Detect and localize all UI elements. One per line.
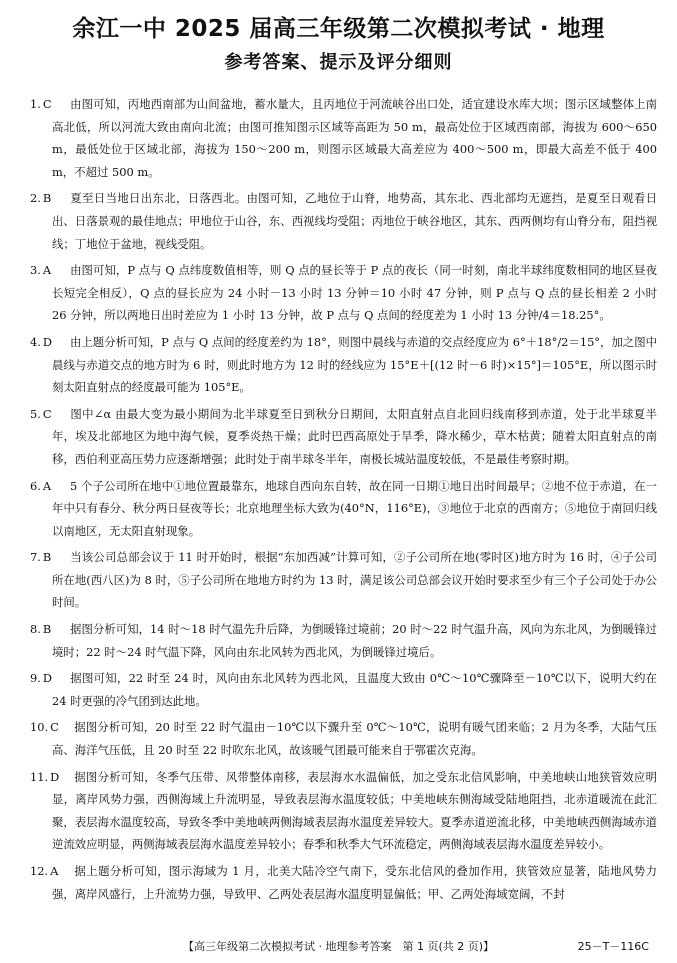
answer-letter: A [42, 263, 52, 278]
answer-item [30, 93, 657, 183]
page-footer [0, 936, 677, 958]
answer-item [30, 403, 657, 471]
footer-page-info: 【高三年级第二次模拟考试 · 地理参考答案 第 1 页(共 2 页)】 [182, 940, 495, 953]
answer-letter: C [50, 720, 59, 735]
answer-letter: B [42, 622, 52, 637]
answer-item [30, 546, 657, 614]
question-number: 3. [30, 263, 41, 278]
answer-number [30, 475, 59, 498]
answer-letter: A [42, 478, 52, 493]
footer-paper-code: 25－T－116C [577, 940, 649, 953]
answer-number [30, 667, 60, 690]
answer-number [30, 618, 59, 641]
question-number: 11. [30, 769, 49, 784]
answer-number [30, 546, 59, 569]
answer-number [30, 716, 67, 739]
question-number: 9. [30, 671, 41, 686]
question-number: 7. [30, 550, 41, 565]
answer-item [30, 667, 657, 712]
answer-explanation: 夏至日当地日出东北，日落西北。由图可知，乙地位于山脊，地势高，其东北、西北部均无遮挡，是夏至日观看日出、日落景观的最佳地点；甲地位于山谷，东、西视线均受阻；丙地位于峡谷地区，其东、西两侧均有山脊分布，阻挡视线；丁地位于盆地，视线受阻。 [52, 191, 657, 251]
answer-letter: B [42, 550, 52, 565]
answer-item [30, 766, 657, 856]
answer-item [30, 187, 657, 255]
answer-number [30, 93, 60, 116]
answer-letter: C [42, 97, 52, 111]
answer-explanation: 由图可知，P 点与 Q 点纬度数值相等，则 Q 点的昼长等于 P 点的夜长（同一时刻，南北半球纬度数相同的地区昼夜长短完全相反），Q 点的昼长应为 24 小时－13 小时 13 分钟＝10 小时 47 分钟，则 P 点与 Q 点的昼长相差 2 小时 26 分钟，所以两地日出时差应为 1 小时 13 分钟，故 P 点与 Q 点间的经度差为 1 小时 13 分钟/4＝18.25°。 [52, 263, 657, 323]
answer-number [30, 766, 67, 789]
answer-number [30, 331, 60, 354]
answer-item [30, 331, 657, 399]
question-number: 4. [30, 334, 41, 349]
answer-item [30, 716, 657, 761]
answer-number [30, 259, 59, 282]
answer-number [30, 187, 59, 210]
answer-explanation: 图中∠α 由最大变为最小期间为北半球夏至日到秋分日期间，太阳直射点自北回归线南移到赤道，处于北半球夏半年，埃及北部地区为地中海气候，夏季炎热干燥；此时巴西高原处于旱季，降水稀少，草木枯黄；随着太阳直射点的南移，西伯利亚高压势力应逐渐增强；此时处于南半球冬半年，南极长城站温度较低，不是最佳考察时期。 [52, 406, 657, 466]
answer-explanation: 5 个子公司所在地中①地位置最靠东，地球自西向东自转，故在同一日期①地日出时间最早；②地不位于赤道，在一年中只有春分、秋分两日昼夜等长；北京地理坐标大致为(40°N，116°E)，③地位于北京的西南方；⑤地位于南回归线以南地区，无太阳直射现象。 [52, 478, 657, 538]
answer-item [30, 475, 657, 543]
question-number: 2. [30, 191, 41, 206]
answer-letter: C [42, 406, 52, 421]
answer-explanation: 由上题分析可知，P 点与 Q 点间的经度差约为 18°，则图中晨线与赤道的交点经度应为 6°＋18°/2＝15°，加之图中晨线与赤道交点的地方时为 6 时，则此时地方为 12 时的经线应为 15°E＋[(12 时－6 时)×15°]＝105°E，所以图示时刻太阳直射点的经度最可能为 105°E。 [52, 334, 657, 395]
answer-explanation: 据图分析可知，20 时至 22 时气温由－10℃以下骤升至 0℃～10℃，说明有暖气团来临；2 月为冬季，大陆气压高、海洋气压低，且 20 时至 22 时吹东北风，故该暖气团最可能来自于鄂霍次克海。 [52, 720, 657, 758]
answer-list [30, 93, 657, 909]
question-number: 1. [30, 97, 41, 111]
question-number: 12. [30, 864, 49, 878]
answer-explanation: 由图可知，丙地西南部为山间盆地，蓄水量大，且丙地位于河流峡谷出口处，适宜建设水库大坝；图示区域整体上南高北低，所以河流大致由南向北流；由图可推知图示区域等高距为 50 m，最高处位于区域西南部，海拔为 600～650 m，最低处位于区域北部，海拔为 150～200 m，则图示区域最大高差应为 400～500 m，即最大高差不低于 400 m，不超过 500 m。 [52, 97, 657, 179]
answer-letter: D [42, 334, 53, 349]
answer-explanation: 当该公司总部会议于 11 时开始时，根据“东加西减”计算可知，②子公司所在地(零时区)地方时为 16 时，④子公司所在地(西八区)为 8 时，⑤子公司所在地地方时约为 13 时，满足该公司总部会议开始时要求至少有三个子公司处于办公时间。 [52, 550, 657, 610]
answer-letter: A [50, 864, 59, 878]
answer-explanation: 据上题分析可知，图示海域为 1 月，北美大陆冷空气南下，受东北信风的叠加作用，狭管效应显著，陆地风势力强，离岸风盛行，上升流势力强，导致甲、乙两处表层海水温度明显偏低；甲、乙两处海域宽阔，不封 [52, 864, 657, 901]
question-number: 8. [30, 622, 41, 637]
answer-letter: D [50, 769, 60, 784]
question-number: 5. [30, 406, 41, 421]
answer-letter: B [42, 191, 52, 206]
answer-explanation: 据图分析可知，14 时～18 时气温先升后降，为倒暖锋过境前；20 时～22 时气温升高，风向为东北风，为倒暖锋过境时；22 时～24 时气温下降，风向由东北风转为西北风，为倒暖锋过境后。 [52, 622, 657, 659]
answer-number [30, 860, 66, 883]
answer-explanation: 据图分析可知，冬季气压带、风带整体南移，表层海水水温偏低，加之受东北信风影响，中美地峡山地狭管效应明显，离岸风势力强，西侧海域上升流明显，导致表层海水温度较低；中美地峡东侧海域受陆地阻挡，北赤道暖流在此汇聚，表层海水温度较高，导致冬季中美地峡两侧海域表层海水温度差异较大。夏季赤道逆流北移，中美地峡西侧海域赤道逆流效应明显，两侧海域表层海水温度差异较小；春季和秋季大气环流稳定，两侧海域表层海水温度差异较小。 [52, 769, 657, 852]
page-subtitle: 参考答案、提示及评分细则 [224, 52, 453, 73]
question-number: 6. [30, 478, 41, 493]
page-title: 余江一中 2025 届高三年级第二次模拟考试 · 地理 [72, 16, 605, 42]
answer-item [30, 259, 657, 327]
question-number: 10. [30, 720, 49, 735]
answer-letter: D [42, 671, 53, 686]
answer-item [30, 618, 657, 663]
answer-item [30, 860, 657, 905]
answer-explanation: 据图可知，22 时至 24 时，风向由东北风转为西北风，且温度大致由 0℃～10℃骤降至－10℃以下，说明大约在 24 时更强的冷气团到达此地。 [52, 671, 657, 708]
answer-number [30, 403, 60, 426]
